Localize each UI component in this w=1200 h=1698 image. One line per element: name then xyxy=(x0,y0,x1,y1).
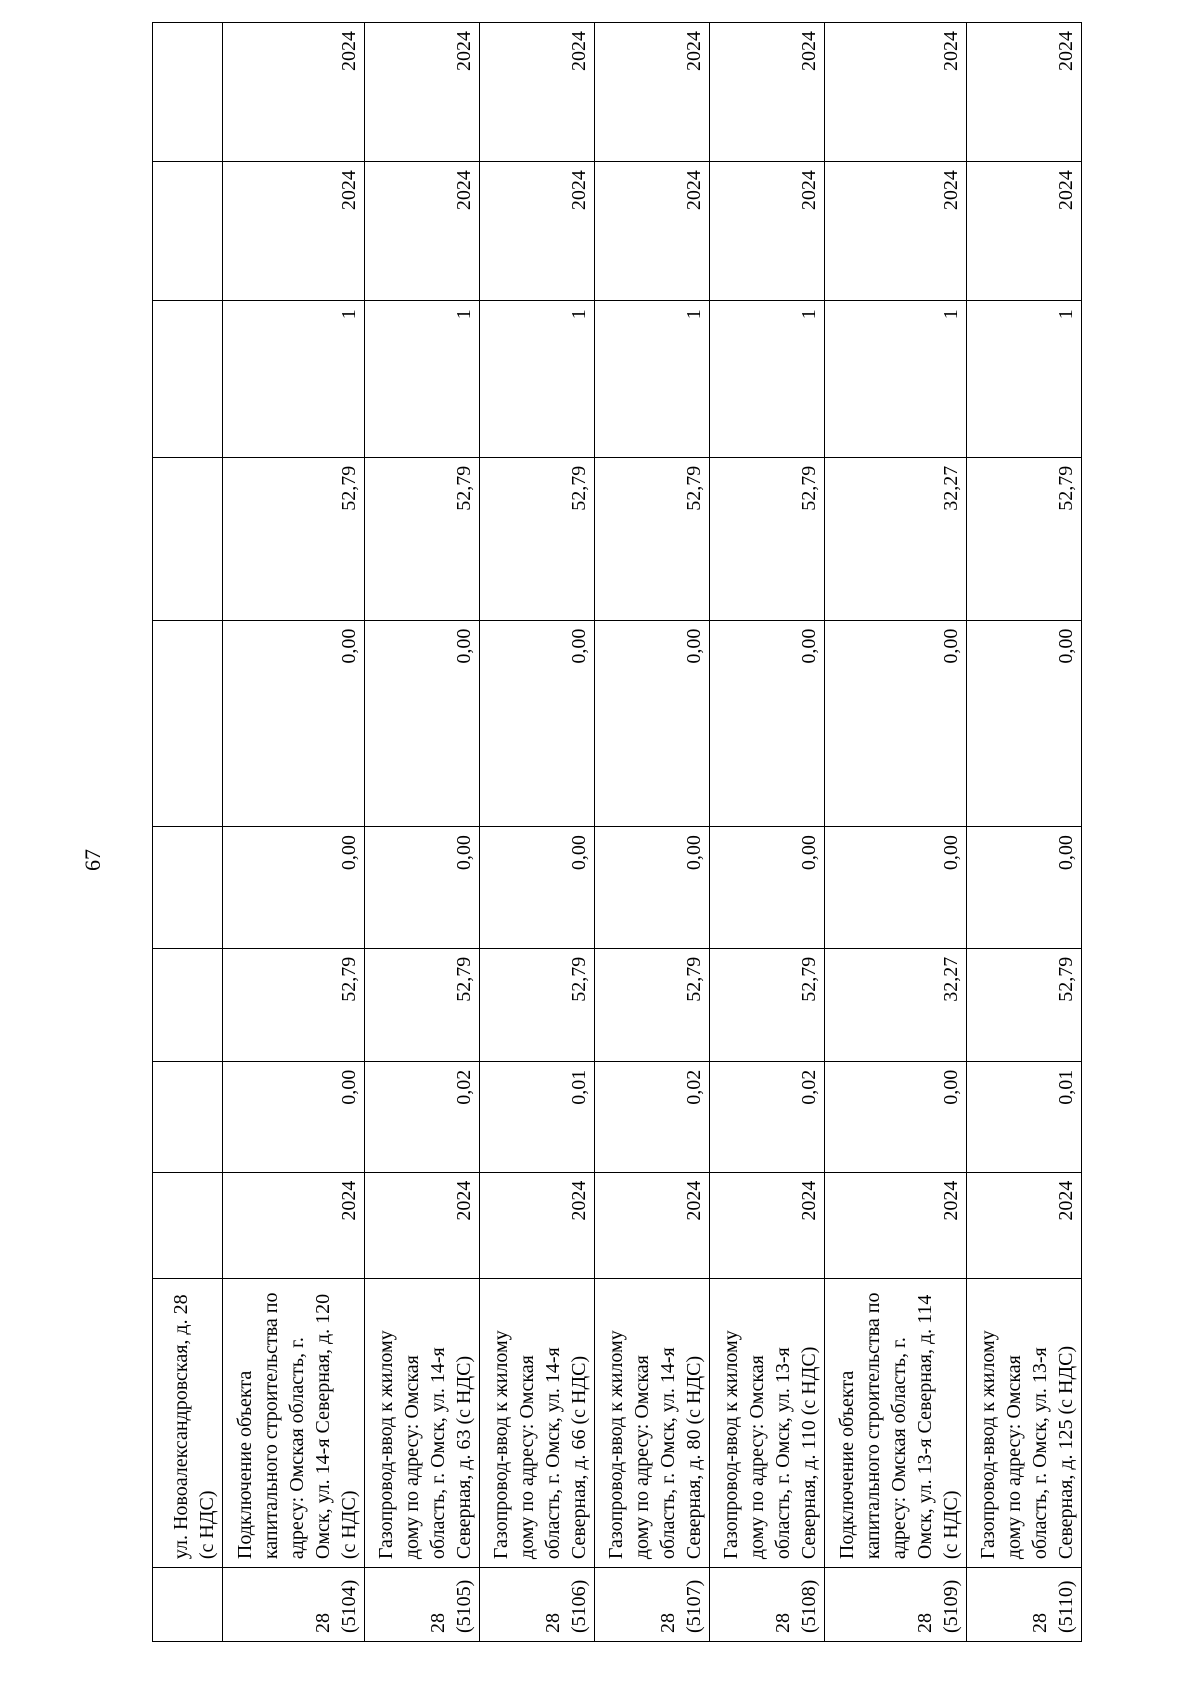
cell-year: 2024 xyxy=(824,23,966,162)
cell-value xyxy=(153,620,223,826)
cell-count: 1 xyxy=(709,301,824,457)
cell-number: 28 (5108) xyxy=(709,1568,824,1642)
cell-value: 0,00 xyxy=(364,620,479,826)
cell-count: 1 xyxy=(967,301,1082,457)
cell-value: 52,79 xyxy=(222,457,364,620)
cell-year: 2024 xyxy=(364,1172,479,1278)
cell-value: 0,00 xyxy=(594,620,709,826)
cell-year: 2024 xyxy=(824,1172,966,1278)
table-row xyxy=(709,23,824,1642)
cell-year xyxy=(153,1172,223,1278)
cell-number: 28 (5106) xyxy=(479,1568,594,1642)
cell-value: 52,79 xyxy=(479,948,594,1061)
cell-count: 1 xyxy=(364,301,479,457)
cell-value: 52,79 xyxy=(967,948,1082,1061)
cell-value: 52,79 xyxy=(967,457,1082,620)
cell-value: 0,00 xyxy=(222,1061,364,1172)
cell-value: 0,00 xyxy=(967,827,1082,949)
cell-value: 32,27 xyxy=(824,948,966,1061)
cell-count: 1 xyxy=(222,301,364,457)
table-row xyxy=(967,23,1082,1642)
cell-description: Газопровод-ввод к жилому дому по адресу: Омская область, г. Омск, ул. 13-я Северная, д. 110 (с НДС) xyxy=(709,1279,824,1568)
cell-year: 2024 xyxy=(222,162,364,301)
cell-number: 28 (5107) xyxy=(594,1568,709,1642)
cell-description: Подключение объекта капитального строительства по адресу: Омская область, г. Омск, ул. 14-я Северная, д. 120 (с НДС) xyxy=(222,1279,364,1568)
cell-count: 1 xyxy=(594,301,709,457)
cell-description: Подключение объекта капитального строительства по адресу: Омская область, г. Омск, ул. 13-я Северная, д. 114 (с НДС) xyxy=(824,1279,966,1568)
cell-year: 2024 xyxy=(709,162,824,301)
cell-year: 2024 xyxy=(967,162,1082,301)
cell-number xyxy=(153,1568,223,1642)
cell-year: 2024 xyxy=(479,162,594,301)
cell-value: 0,00 xyxy=(824,620,966,826)
cell-value: 0,00 xyxy=(824,827,966,949)
table-row xyxy=(153,23,223,1642)
table-row xyxy=(594,23,709,1642)
cell-value: 0,02 xyxy=(709,1061,824,1172)
table-row xyxy=(824,23,966,1642)
cell-year xyxy=(153,23,223,162)
cell-value: 0,00 xyxy=(222,827,364,949)
cell-year: 2024 xyxy=(967,1172,1082,1278)
cell-year: 2024 xyxy=(594,1172,709,1278)
rotated-table-wrapper xyxy=(152,22,1082,1642)
cell-year: 2024 xyxy=(594,162,709,301)
cell-value: 0,00 xyxy=(364,827,479,949)
cell-year: 2024 xyxy=(479,1172,594,1278)
cell-value: 52,79 xyxy=(222,948,364,1061)
cell-description: Газопровод-ввод к жилому дому по адресу: Омская область, г. Омск, ул. 14-я Северная, д. 66 (с НДС) xyxy=(479,1279,594,1568)
cell-value xyxy=(153,457,223,620)
cell-value: 0,00 xyxy=(967,620,1082,826)
cell-year: 2024 xyxy=(594,23,709,162)
cell-value: 0,01 xyxy=(967,1061,1082,1172)
cell-value: 52,79 xyxy=(709,457,824,620)
cell-year: 2024 xyxy=(222,1172,364,1278)
cell-number: 28 (5110) xyxy=(967,1568,1082,1642)
cell-value: 0,01 xyxy=(479,1061,594,1172)
cell-value: 0,00 xyxy=(479,620,594,826)
cell-value: 0,02 xyxy=(364,1061,479,1172)
cell-value xyxy=(153,827,223,949)
cell-number: 28 (5104) xyxy=(222,1568,364,1642)
cell-year: 2024 xyxy=(222,23,364,162)
cell-value: 0,00 xyxy=(709,827,824,949)
table-row xyxy=(479,23,594,1642)
cell-number: 28 (5109) xyxy=(824,1568,966,1642)
cell-value xyxy=(153,1061,223,1172)
cell-year: 2024 xyxy=(824,162,966,301)
cell-year: 2024 xyxy=(709,23,824,162)
cell-value: 0,00 xyxy=(222,620,364,826)
cell-count: 1 xyxy=(479,301,594,457)
cell-value: 52,79 xyxy=(709,948,824,1061)
cell-description: Газопровод-ввод к жилому дому по адресу: Омская область, г. Омск, ул. 14-я Северная, д. 63 (с НДС) xyxy=(364,1279,479,1568)
table-body xyxy=(153,23,1082,1642)
cell-value: 32,27 xyxy=(824,457,966,620)
data-table xyxy=(152,22,1082,1642)
table-row xyxy=(364,23,479,1642)
cell-year: 2024 xyxy=(364,23,479,162)
cell-description: ул. Новоалександровская, д. 28 (с НДС) xyxy=(153,1279,223,1568)
cell-value: 0,00 xyxy=(594,827,709,949)
cell-year: 2024 xyxy=(479,23,594,162)
cell-number: 28 (5105) xyxy=(364,1568,479,1642)
cell-year: 2024 xyxy=(709,1172,824,1278)
cell-value: 0,00 xyxy=(479,827,594,949)
cell-year xyxy=(153,162,223,301)
cell-description: Газопровод-ввод к жилому дому по адресу: Омская область, г. Омск, ул. 14-я Северная, д. 80 (с НДС) xyxy=(594,1279,709,1568)
cell-year: 2024 xyxy=(967,23,1082,162)
cell-value xyxy=(153,948,223,1061)
cell-count: 1 xyxy=(824,301,966,457)
cell-value: 52,79 xyxy=(594,457,709,620)
cell-value: 52,79 xyxy=(364,457,479,620)
table-row xyxy=(222,23,364,1642)
cell-value: 0,02 xyxy=(594,1061,709,1172)
cell-value: 52,79 xyxy=(479,457,594,620)
page-number: 67 xyxy=(80,849,105,871)
cell-value: 0,00 xyxy=(709,620,824,826)
cell-description: Газопровод-ввод к жилому дому по адресу: Омская область, г. Омск, ул. 13-я Северная, д. 125 (с НДС) xyxy=(967,1279,1082,1568)
cell-year: 2024 xyxy=(364,162,479,301)
cell-value: 0,00 xyxy=(824,1061,966,1172)
cell-value: 52,79 xyxy=(364,948,479,1061)
cell-count xyxy=(153,301,223,457)
cell-value: 52,79 xyxy=(594,948,709,1061)
